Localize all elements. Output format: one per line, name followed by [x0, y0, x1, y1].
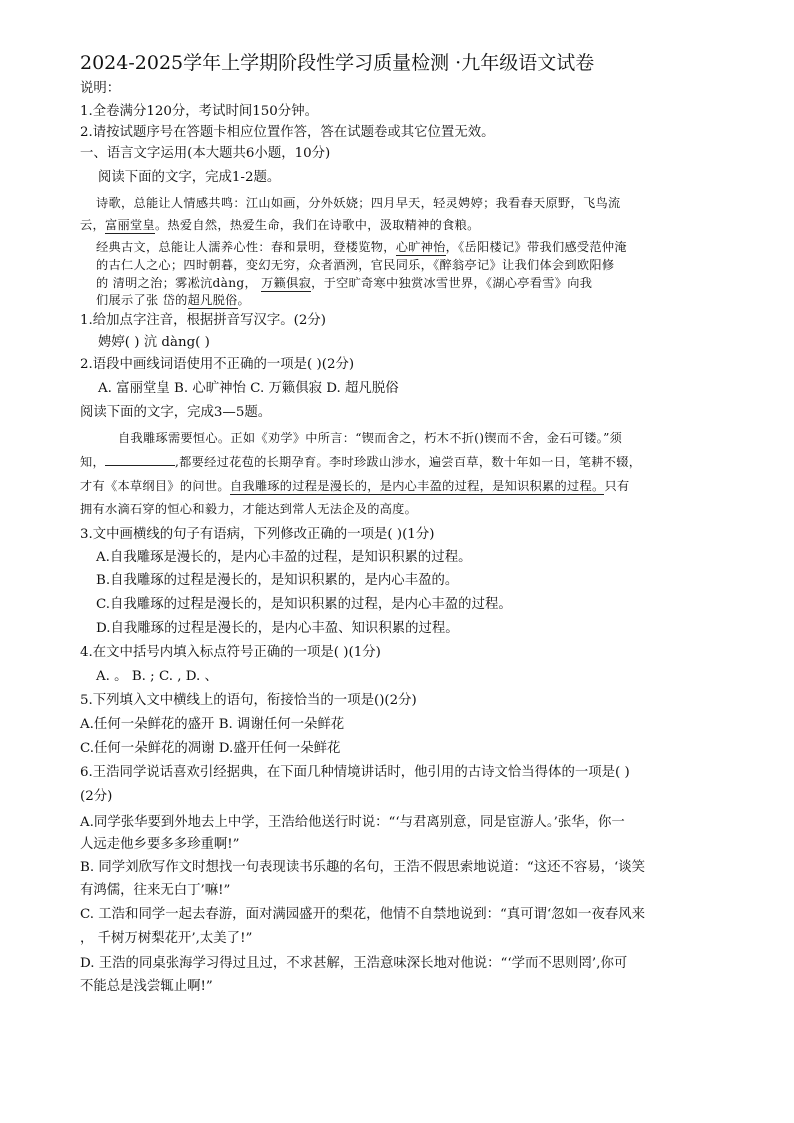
passage-c-line-1: 自我雕琢需要恒心。正如《劝学》中所言：“锲而舍之，朽木不折()锲而不舍，金石可镂。”须 [118, 431, 623, 445]
fill-blank [105, 464, 175, 466]
passage-b-line-2: 的古仁人之心；四时朝暮，变幻无穷，众者酒洌，官民同乐，《醉翁亭记》让我们体会到欧阳修 [96, 258, 615, 272]
question-2-options: A. 富丽堂皇 B. 心旷神怡 C. 万籁俱寂 D. 超凡脱俗 [98, 381, 399, 396]
passage-text: ,都要经过花苞的长期孕育。李时珍跋山涉水，遍尝百草，数十年如一日，笔耕不辍， [174, 455, 642, 469]
underlined-phrase: 万籁俱寂 [261, 276, 312, 290]
question-3-option-d: D.自我雕琢的过程是漫长的，是内心丰盈、知识积累的过程。 [96, 621, 459, 636]
question-6-option-d-line-1: D. 王浩的同桌张海学习得过且过，不求甚解，王浩意味深长地对他说：“‘学而不思则罔’,你可 [80, 956, 628, 971]
passage-text: 。 [237, 293, 251, 307]
passage-text: 经典古文，总能让人濡养心性：春和景明，登楼览物， [96, 240, 396, 254]
question-5-options-ab: A.任何一朵鲜花的盛开 B. 调谢任何一朵鲜花 [80, 717, 345, 732]
question-3-option-a: A.自我雕琢是漫长的，是内心丰盈的过程，是知识积累的过程。 [96, 550, 472, 565]
question-6-option-d-line-2: 不能总是浅尝辄止啊!” [80, 979, 213, 994]
passage-c-line-4: 拥有水滴石穿的恒心和毅力，才能达到常人无法企及的高度。 [80, 502, 418, 516]
underlined-sentence: 自我雕琢的过程是漫长的，是内心丰盈的过程，是知识积累的过程。 [229, 479, 605, 493]
question-6-option-b-line-2: 有鸿儒，往来无白丁’嘛!” [80, 883, 231, 898]
question-4: 4.在文中括号内填入标点符号正确的一项是( )(1分) [80, 645, 381, 660]
read-prompt-1: 阅读下面的文字，完成1-2题。 [98, 170, 281, 185]
question-3-option-b: B.自我雕琢的过程是漫长的，是知识积累的，是内心丰盈的。 [96, 573, 459, 588]
question-6: 6.王浩同学说话喜欢引经据典，在下面几种情境讲话时，他引用的古诗文恰当得体的一项是( ) [80, 765, 630, 780]
read-prompt-2: 阅读下面的文字，完成3—5题。 [80, 405, 272, 420]
instructions-heading: 说明： [80, 81, 121, 96]
question-6-score: (2分) [80, 789, 113, 804]
question-4-options: A. 。 B. ; C. , D. 、 [96, 669, 218, 684]
passage-text: 云， [80, 218, 105, 232]
question-3: 3.文中画横线的句子有语病，下列修改正确的一项是( )(1分) [80, 527, 435, 542]
question-2: 2.语段中画线词语使用不正确的一项是( )(2分) [80, 357, 355, 372]
question-6-option-a-line-2: 人远走他乡要多多珍重啊!” [80, 837, 240, 852]
passage-text: 只有 [604, 479, 630, 493]
passage-b-line-1 [96, 240, 627, 255]
exam-title: 2024-2025学年上学期阶段性学习质量检测 ·九年级语文试卷 [80, 52, 595, 74]
instruction-1: 1.全卷满分120分，考试时间150分钟。 [80, 104, 318, 119]
question-6-option-c-line-2: ， 千树万树梨花开’,太美了!” [80, 931, 253, 946]
underlined-phrase: 心旷神怡 [395, 240, 446, 254]
question-6-option-b-line-1: B. 同学刘欣写作文时想找一句表现读书乐趣的名句，王浩不假思索地说道：“这还不容易，‘谈笑 [80, 860, 646, 875]
passage-text: 。热爱自然，热爱生命，我们在诗歌中，汲取精神的食粮。 [154, 218, 480, 232]
question-1-blanks: 娉婷( ) 沆 dàng( ) [98, 335, 210, 350]
passage-a-line-1: 诗歌，总能让人情感共鸣：江山如画，分外妖娆；四月早天，轻灵娉婷；我看春天原野，飞鸟流 [96, 196, 621, 210]
question-5: 5.下列填入文中横线上的语句，衔接恰当的一项是()(2分) [80, 693, 417, 708]
underlined-phrase: 超凡脱俗 [187, 293, 238, 307]
question-3-option-c: C.自我雕琢的过程是漫长的，是知识积累的过程，是内心丰盈的过程。 [96, 597, 512, 612]
question-6-option-a-line-1: A.同学张华要到外地去上中学，王浩给他送行时说：“‘与君离别意，同是宦游人。’张华，你一 [80, 815, 625, 830]
passage-c-line-3 [80, 479, 629, 494]
question-1: 1.给加点字注音，根据拼音写汉字。(2分) [80, 313, 326, 328]
question-6-option-c-line-1: C. 工浩和同学一起去春游，面对满园盛开的梨花，他情不自禁地说到：“真可谓‘忽如一夜春风来 [80, 907, 646, 922]
section-heading: 一、语言文字运用(本大题共6小题，10分) [80, 146, 331, 161]
passage-text: 的 清明之治；雾凇沆dàng， [96, 276, 262, 290]
passage-text: 知， [80, 455, 105, 469]
passage-b-line-4 [96, 293, 250, 308]
passage-b-line-3 [96, 276, 592, 291]
underlined-phrase: 富丽堂皇 [104, 218, 155, 232]
question-5-options-cd: C.任何一朵鲜花的凋谢 D.盛开任何一朵鲜花 [80, 741, 341, 756]
passage-c-line-2 [80, 455, 641, 470]
passage-text: 们展示了张 岱的 [96, 293, 188, 307]
instruction-2: 2.请按试题序号在答题卡相应位置作答，答在试题卷或其它位置无效。 [80, 125, 495, 140]
passage-text: 才有《本草纲目》的问世。 [80, 479, 230, 493]
passage-text: ，《岳阳楼记》带我们感受范仲淹 [445, 240, 627, 254]
passage-a-line-2 [80, 218, 480, 233]
passage-text: ，于空旷奇寒中独赏冰雪世界，《湖心亭看雪》向我 [311, 276, 593, 290]
